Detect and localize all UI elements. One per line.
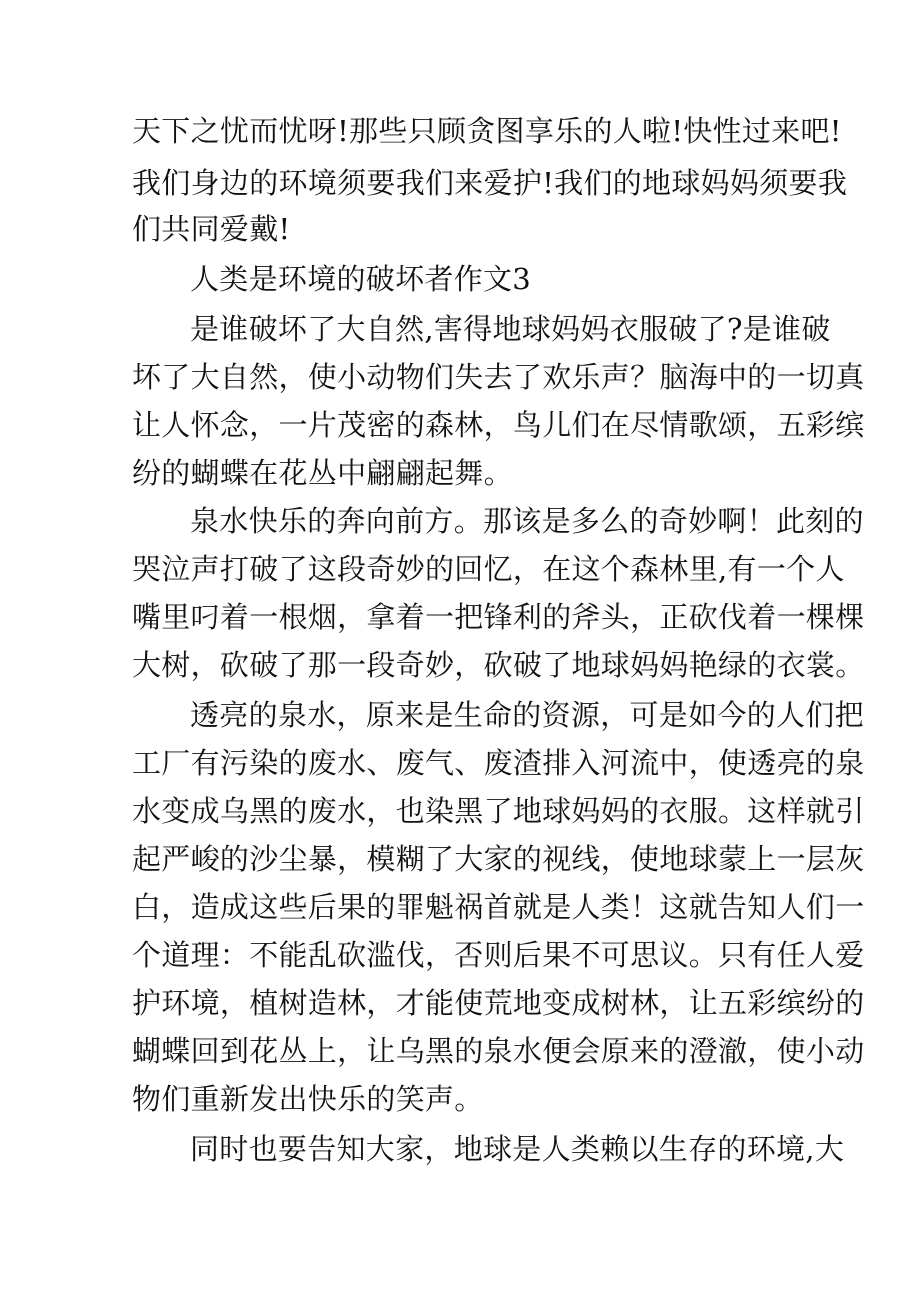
text-line: 天下之忧而忧呀!那些只顾贪图享乐的人啦!快性过来吧! xyxy=(132,114,842,148)
text-line: 我们身边的环境须要我们来爱护!我们的地球妈妈须要我 xyxy=(132,166,848,200)
text-line: 透亮的泉水，原来是生命的资源，可是如今的人们把 xyxy=(190,698,864,732)
text-line: 个道理：不能乱砍滥伐，否则后果不可思议。只有任人爱 xyxy=(132,938,865,972)
text-line: 起严峻的沙尘暴，模糊了大家的视线，使地球蒙上一层灰 xyxy=(132,842,865,876)
text-line: 嘴里叼着一根烟，拿着一把锋利的斧头，正砍伐着一棵棵 xyxy=(132,600,865,634)
text-line: 是谁破坏了大自然,害得地球妈妈衣服破了?是谁破 xyxy=(190,312,831,346)
text-line: 蝴蝶回到花丛上，让乌黑的泉水便会原来的澄澈，使小动 xyxy=(132,1034,865,1068)
text-line: 纷的蝴蝶在花丛中翩翩起舞。 xyxy=(132,456,513,490)
text-line: 物们重新发出快乐的笑声。 xyxy=(132,1082,484,1116)
text-line: 坏了大自然，使小动物们失去了欢乐声？脑海中的一切真 xyxy=(132,360,865,394)
text-line: 泉水快乐的奔向前方。那该是多么的奇妙啊！此刻的 xyxy=(190,504,864,538)
section-heading: 人类是环境的破坏者作文3 xyxy=(190,262,532,296)
text-line: 们共同爱戴! xyxy=(132,212,291,246)
text-line: 工厂有污染的废水、废气、废渣排入河流中，使透亮的泉 xyxy=(132,746,865,780)
text-line: 护环境，植树造林，才能使荒地变成树林，让五彩缤纷的 xyxy=(132,986,865,1020)
text-line: 让人怀念，一片茂密的森林，鸟儿们在尽情歌颂，五彩缤 xyxy=(132,408,865,442)
text-line: 白，造成这些后果的罪魁祸首就是人类！这就告知人们一 xyxy=(132,890,865,924)
text-line: 大树，砍破了那一段奇妙，砍破了地球妈妈艳绿的衣裳。 xyxy=(132,648,865,682)
text-line: 哭泣声打破了这段奇妙的回忆，在这个森林里,有一个人 xyxy=(132,552,845,586)
text-line: 同时也要告知大家，地球是人类赖以生存的环境,大 xyxy=(190,1132,845,1166)
text-line: 水变成乌黑的废水，也染黑了地球妈妈的衣服。这样就引 xyxy=(132,794,865,828)
